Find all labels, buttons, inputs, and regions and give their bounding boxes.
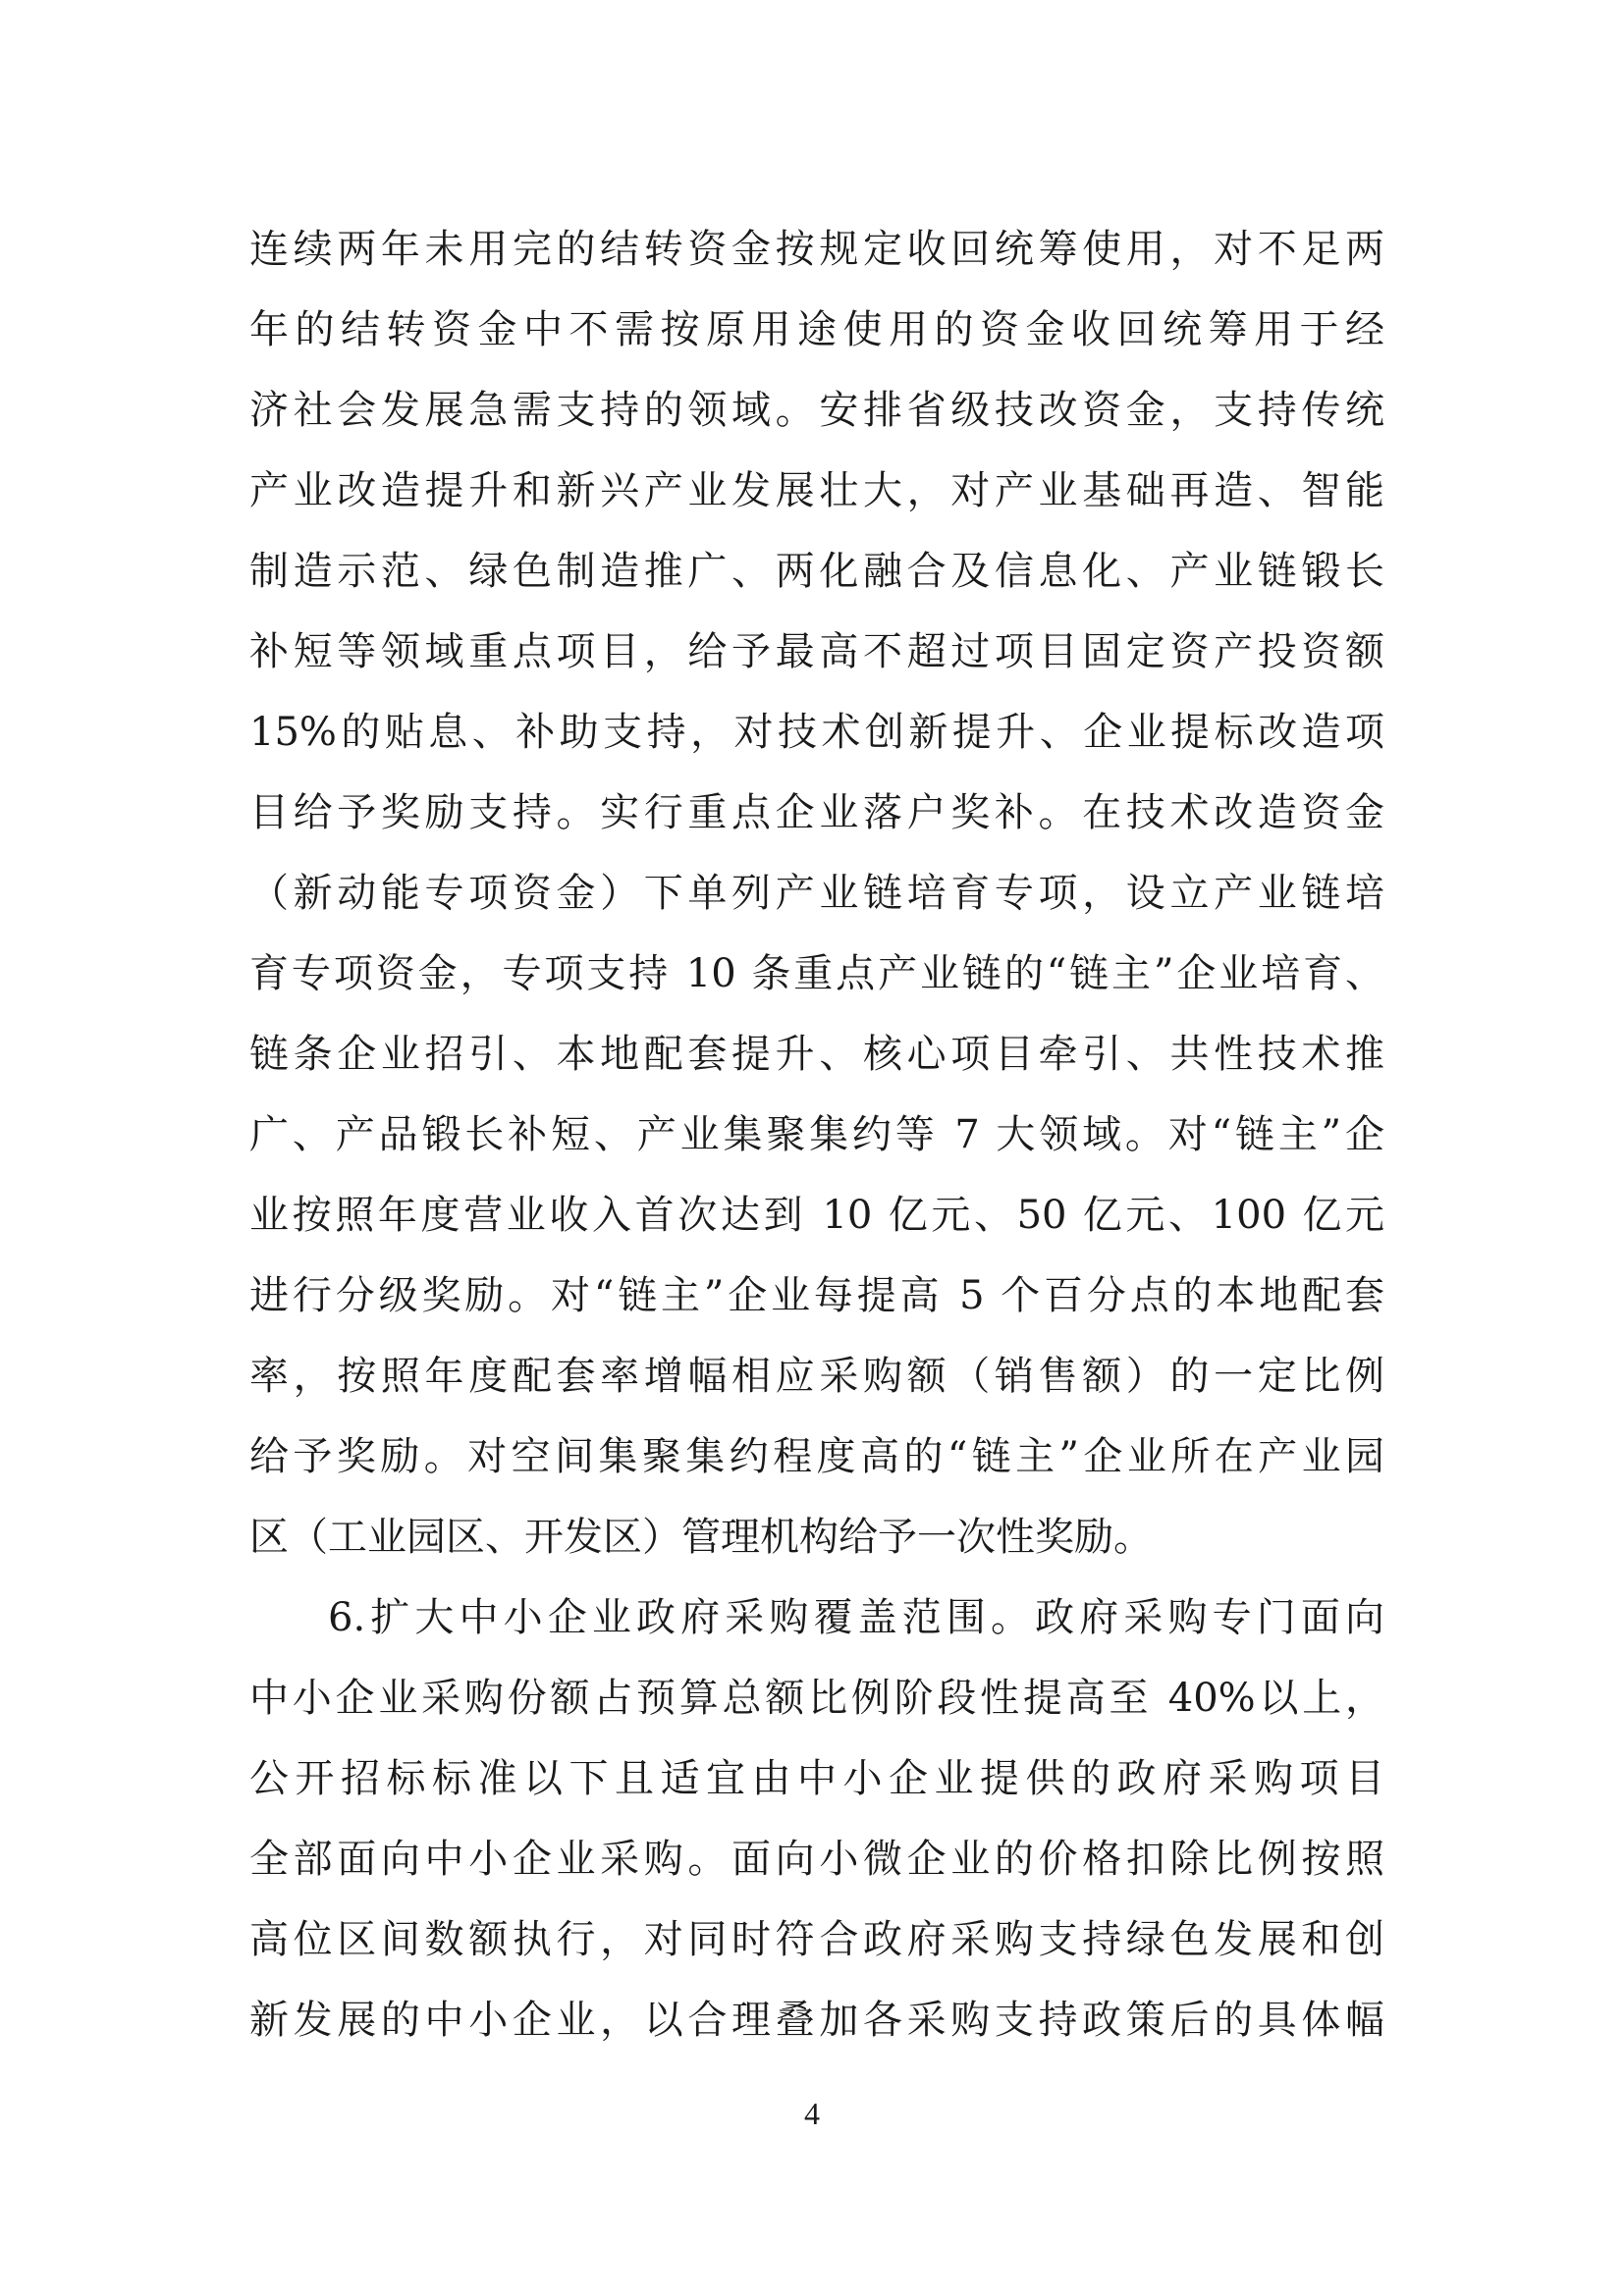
body-text-line-2: 年的结转资金中不需按原用途使用的资金收回统筹用于经 — [249, 307, 1384, 352]
body-text-line-13: 业按照年度营业收入首次达到 10 亿元、50 亿元、100 亿元 — [249, 1193, 1384, 1238]
body-text-line-20: 公开招标标准以下且适宜由中小企业提供的政府采购项目 — [249, 1756, 1384, 1801]
body-text-line-12: 广、产品锻长补短、产业集聚集约等 7 大领域。对“链主”企 — [249, 1112, 1384, 1157]
page-number: 4 — [804, 2096, 820, 2131]
body-text-line-11: 链条企业招引、本地配套提升、核心项目牵引、共性技术推 — [249, 1032, 1384, 1077]
body-text-line-23: 新发展的中小企业，以合理叠加各采购支持政策后的具体幅 — [249, 1998, 1384, 2043]
body-text-line-22: 高位区间数额执行，对同时符合政府采购支持绿色发展和创 — [249, 1917, 1384, 1962]
body-text-line-10: 育专项资金，专项支持 10 条重点产业链的“链主”企业培育、 — [249, 951, 1384, 996]
body-text-line-15: 率，按照年度配套率增幅相应采购额（销售额）的一定比例 — [249, 1354, 1384, 1399]
body-text-line-21: 全部面向中小企业采购。面向小微企业的价格扣除比例按照 — [249, 1837, 1384, 1882]
body-text-line-8: 目给予奖励支持。实行重点企业落户奖补。在技术改造资金 — [249, 790, 1384, 835]
body-text-line-19: 中小企业采购份额占预算总额比例阶段性提高至 40%以上， — [249, 1676, 1384, 1721]
section-heading-line: 6.扩大中小企业政府采购覆盖范围。政府采购专门面向 — [328, 1595, 1384, 1640]
body-text-line-9: （新动能专项资金）下单列产业链培育专项，设立产业链培 — [249, 871, 1384, 916]
body-text-line-1: 连续两年未用完的结转资金按规定收回统筹使用，对不足两 — [249, 227, 1384, 272]
body-text-line-3: 济社会发展急需支持的领域。安排省级技改资金，支持传统 — [249, 388, 1384, 433]
body-text-line-16: 给予奖励。对空间集聚集约程度高的“链主”企业所在产业园 — [249, 1434, 1384, 1479]
body-text-line-4: 产业改造提升和新兴产业发展壮大，对产业基础再造、智能 — [249, 468, 1384, 513]
body-text-line-5: 制造示范、绿色制造推广、两化融合及信息化、产业链锻长 — [249, 549, 1384, 594]
body-text-line-14: 进行分级奖励。对“链主”企业每提高 5 个百分点的本地配套 — [249, 1273, 1384, 1318]
body-text-line-6: 补短等领域重点项目，给予最高不超过项目固定资产投资额 — [249, 629, 1384, 674]
body-text-line-7: 15%的贴息、补助支持，对技术创新提升、企业提标改造项 — [249, 710, 1384, 755]
body-text-line-17: 区（工业园区、开发区）管理机构给予一次性奖励。 — [249, 1515, 1153, 1560]
